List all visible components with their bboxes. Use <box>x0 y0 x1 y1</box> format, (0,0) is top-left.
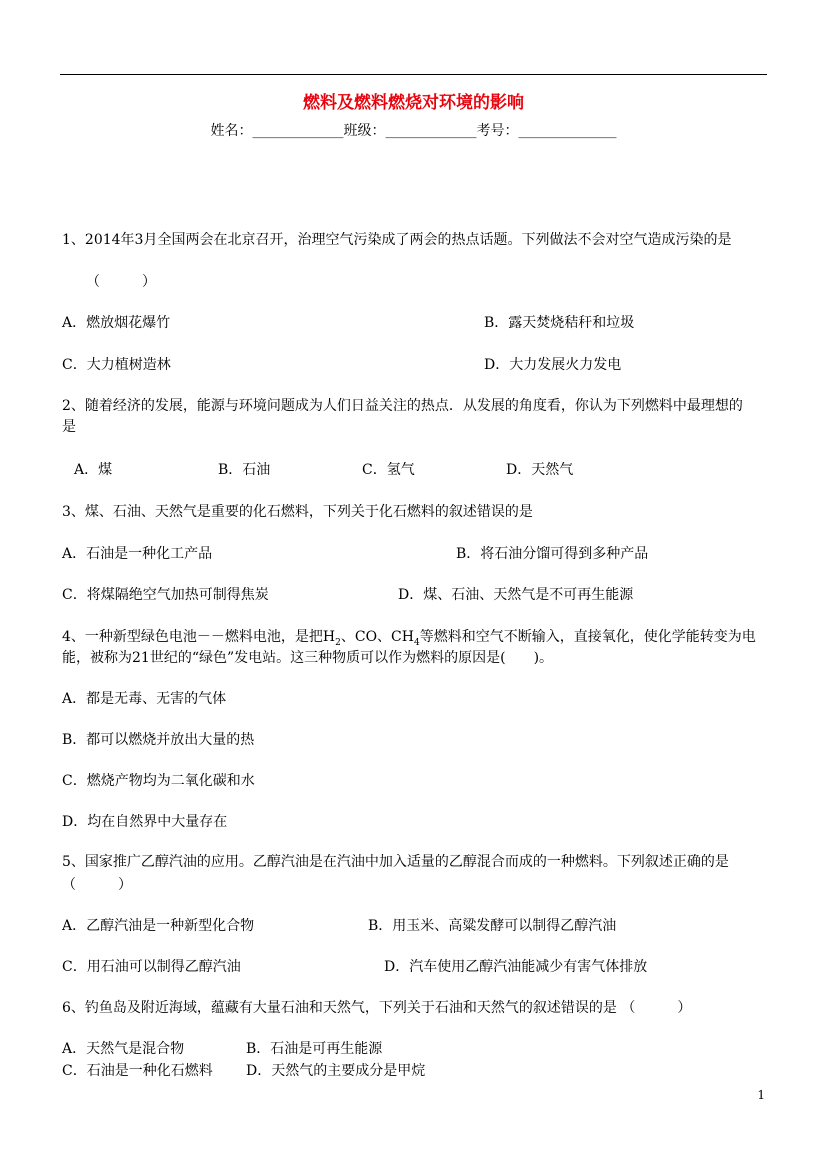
q1-option-a: A．燃放烟花爆竹 <box>62 315 171 331</box>
q4-option-b: B．都可以燃烧并放出大量的热 <box>62 732 255 748</box>
header-rule <box>60 74 767 75</box>
q5-stem-line1: 5、国家推广乙醇汽油的应用。乙醇汽油是在汽油中加入适量的乙醇混合而成的一种燃料。下列叙述正确的是 <box>62 854 729 870</box>
q2-option-b: B．石油 <box>218 462 271 478</box>
q4-option-a: A．都是无毒、无害的气体 <box>62 691 227 707</box>
q4-stem-part-c: 等燃料和空气不断输入，直接氧化，使化学能转变为电 <box>419 629 756 645</box>
q4-stem-line2: 能，被称为21世纪的“绿色”发电站。这三种物质可以作为燃料的原因是( )。 <box>62 650 554 666</box>
q6-stem: 6、钓鱼岛及附近海域，蕴藏有大量石油和天然气，下列关于石油和天然气的叙述错误的是 （ ） <box>62 1000 692 1016</box>
q1-blank: （ ） <box>86 274 156 290</box>
q5-option-d: D．汽车使用乙醇汽油能减少有害气体排放 <box>384 959 648 975</box>
q2-option-a: A．煤 <box>74 462 113 478</box>
q6-option-b: B．石油是可再生能源 <box>246 1041 383 1057</box>
q4-stem-part-a: 4、一种新型绿色电池－－燃料电池，是把H <box>62 629 336 645</box>
q5-option-c: C．用石油可以制得乙醇汽油 <box>62 959 241 975</box>
q4-stem-line1 <box>62 626 756 648</box>
q4-option-c: C．燃烧产物均为二氧化碳和水 <box>62 773 255 789</box>
q4-option-d: D．均在自然界中大量存在 <box>62 814 228 830</box>
q1-option-d: D．大力发展火力发电 <box>484 357 622 373</box>
q6-option-d: D．天然气的主要成分是甲烷 <box>246 1063 426 1079</box>
q1-option-c: C．大力植树造林 <box>62 357 171 373</box>
q5-stem-line2: （ ） <box>62 877 132 893</box>
q4-stem-part-b: 、CO、CH <box>340 629 414 645</box>
q2-option-c: C．氢气 <box>362 462 415 478</box>
student-info-line: 姓名：_____________班级：_____________考号：______________ <box>210 123 617 139</box>
q6-option-c: C．石油是一种化石燃料 <box>62 1063 213 1079</box>
q1-stem: 1、2014年3月全国两会在北京召开，治理空气污染成了两会的热点话题。下列做法不会对空气造成污染的是 <box>62 232 732 248</box>
q3-option-d: D．煤、石油、天然气是不可再生能源 <box>398 587 634 603</box>
q1-option-b: B．露天焚烧秸秆和垃圾 <box>484 315 635 331</box>
q2-stem-line2: 是 <box>62 419 76 435</box>
q3-stem: 3、煤、石油、天然气是重要的化石燃料，下列关于化石燃料的叙述错误的是 <box>62 504 533 520</box>
q6-option-a: A．天然气是混合物 <box>62 1041 185 1057</box>
q3-option-a: A．石油是一种化工产品 <box>62 546 213 562</box>
q2-option-d: D．天然气 <box>506 462 574 478</box>
q3-option-b: B．将石油分馏可得到多种产品 <box>456 546 649 562</box>
q2-stem-line1: 2、随着经济的发展，能源与环境问题成为人们日益关注的热点．从发展的角度看，你认为下列燃料中最理想的 <box>62 398 743 414</box>
q3-option-c: C．将煤隔绝空气加热可制得焦炭 <box>62 587 269 603</box>
q5-option-a: A．乙醇汽油是一种新型化合物 <box>62 918 255 934</box>
q4-subscript-h2: 2 <box>335 637 341 648</box>
q5-option-b: B．用玉米、高粱发酵可以制得乙醇汽油 <box>368 918 617 934</box>
page-title: 燃料及燃料燃烧对环境的影响 <box>303 93 524 113</box>
q4-subscript-ch4: 4 <box>413 637 420 648</box>
page-number: 1 <box>757 1088 765 1102</box>
